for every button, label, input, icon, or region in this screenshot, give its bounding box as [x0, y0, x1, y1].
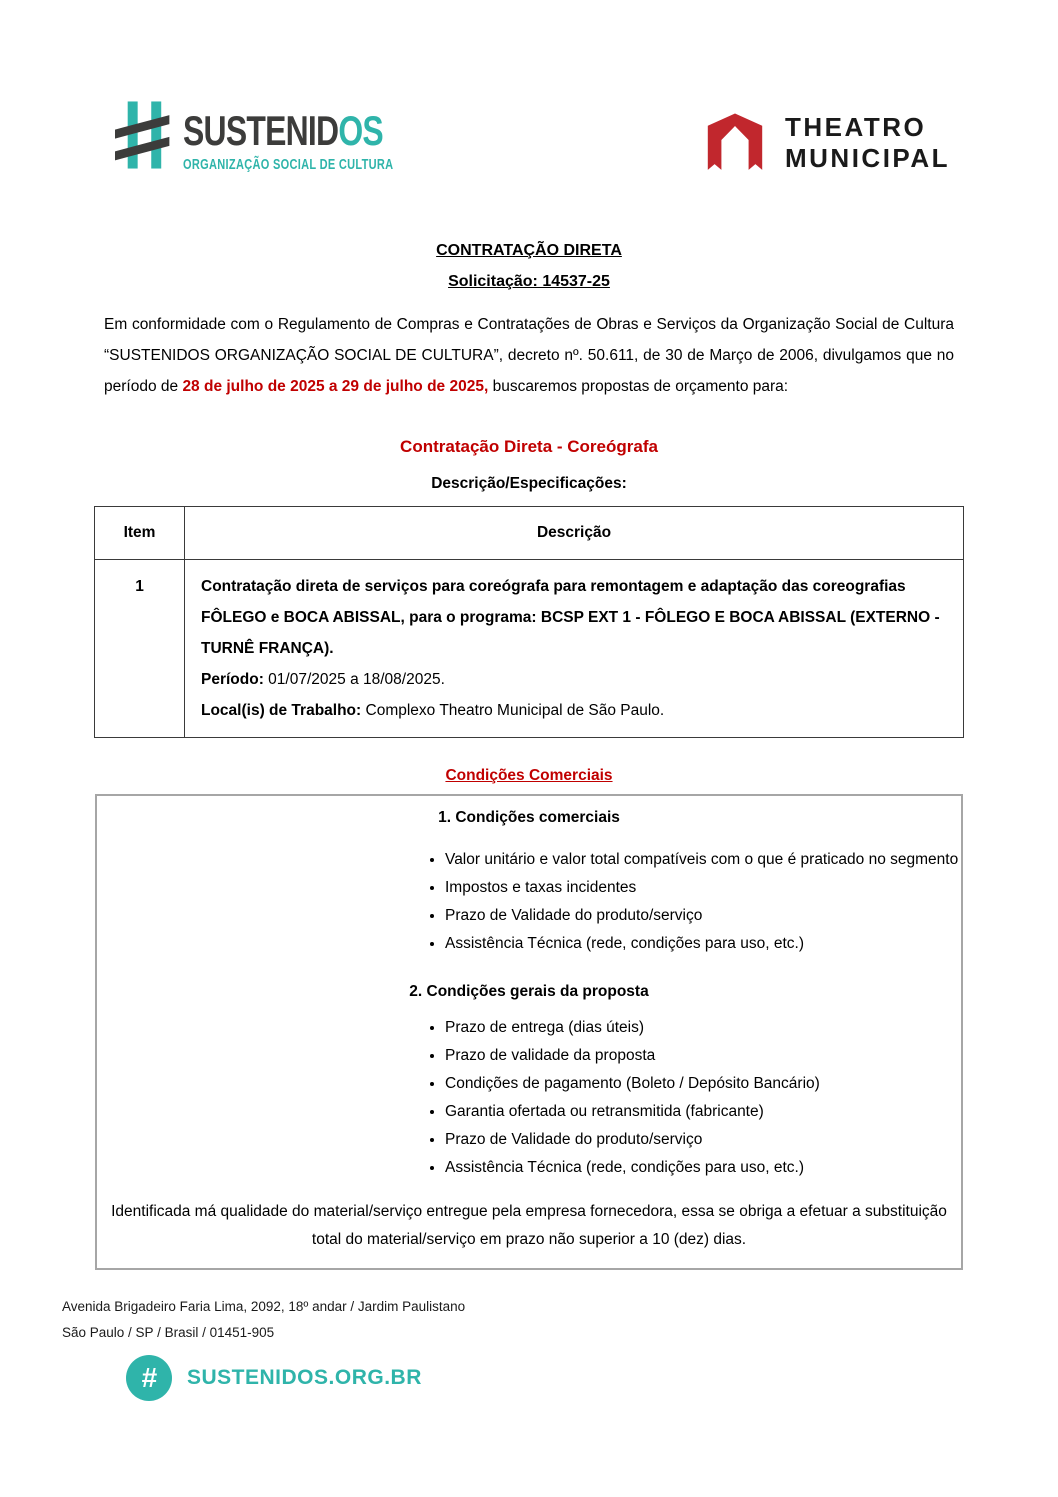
commercial-conditions-heading: Condições Comerciais — [445, 767, 613, 784]
footer-website: SUSTENIDOS.ORG.BR — [187, 1366, 422, 1389]
spec-table-header-item: Item — [95, 507, 185, 560]
table-row — [95, 560, 964, 738]
spec-table-header-row — [95, 507, 964, 560]
list-item: • Prazo de Validade do produto/serviço — [445, 902, 959, 930]
sustenidos-wordmark — [183, 107, 394, 173]
spec-period-label: Período: — [201, 671, 264, 688]
spec-item-number: 1 — [95, 560, 185, 738]
title-line1: CONTRATAÇÃO DIRETA — [436, 242, 622, 259]
spec-table-header-descricao: Descrição — [185, 507, 964, 560]
list-item: • Valor unitário e valor total compatíveis com o que é praticado no segmento — [445, 846, 959, 874]
theatro-line2: MUNICIPAL — [784, 142, 950, 173]
spec-heading: Descrição/Especificações: — [431, 475, 627, 492]
commercial-section2-title: 2. Condições gerais da proposta — [409, 983, 649, 1000]
spec-table — [94, 506, 964, 738]
spec-location-label: Local(is) de Trabalho: — [201, 702, 362, 719]
document-title — [0, 235, 1058, 297]
footer-address — [62, 1294, 1058, 1346]
quality-note: Identificada má qualidade do material/serviço entregue pela empresa fornecedora, essa se obriga a efetuar a substituição total do material/serviço em prazo não superior a 10 (dez) dias. — [111, 1203, 947, 1248]
list-item: • Condições de pagamento (Boleto / Depósito Bancário) — [445, 1070, 959, 1098]
spec-location-value: Complexo Theatro Municipal de São Paulo. — [361, 702, 665, 719]
commercial-section1-title: 1. Condições comerciais — [438, 809, 620, 826]
sustenidos-brand-name: SUSTENIDOS — [183, 107, 383, 154]
list-item: • Prazo de entrega (dias úteis) — [445, 1014, 959, 1042]
list-item: • Garantia ofertada ou retransmitida (fabricante) — [445, 1098, 959, 1126]
object-title: Contratação Direta - Coreógrafa — [400, 437, 658, 456]
spec-item-description — [185, 560, 964, 738]
theatro-municipal-logo — [701, 106, 950, 179]
commercial-conditions-box — [95, 794, 963, 1270]
intro-paragraph — [104, 309, 954, 402]
sustenidos-logo — [115, 98, 460, 177]
footer-brand — [126, 1355, 1058, 1401]
spec-description-text: Contratação direta de serviços para coreógrafa para remontagem e adaptação das coreografias FÔLEGO e BOCA ABISSAL, para o programa: BCSP EXT 1 - FÔLEGO E BOCA ABISSAL (EXTERNO - TURNÊ FRANÇA). — [201, 578, 940, 657]
theatro-line1: THEATRO — [784, 111, 927, 142]
header — [0, 0, 1058, 179]
list-item: • Impostos e taxas incidentes — [445, 874, 959, 902]
commercial-section1-list — [419, 846, 959, 958]
list-item: • Prazo de Validade do produto/serviço — [445, 1126, 959, 1154]
intro-text-after: buscaremos propostas de orçamento para: — [488, 378, 789, 395]
list-item: • Prazo de validade da proposta — [445, 1042, 959, 1070]
intro-text-before: Em conformidade com o Regulamento de Compras e Contratações de Obras e Serviços da Organização Social de Cultura “SUSTENIDOS ORGANIZAÇÃO SOCIAL DE CULTURA”, decreto nº. 50.611, de 30 de Março de 2006, divulgamos que no período de — [104, 316, 954, 395]
footer-address-line2: São Paulo / SP / Brasil / 01451-905 — [62, 1325, 275, 1340]
list-item: • Assistência Técnica (rede, condições para uso, etc.) — [445, 930, 959, 958]
intro-date-range: 28 de julho de 2025 a 29 de julho de 2025, — [182, 378, 489, 395]
spec-period-value: 01/07/2025 a 18/08/2025. — [263, 671, 445, 688]
sustenidos-tagline: ORGANIZAÇÃO SOCIAL DE CULTURA — [183, 157, 394, 173]
sustenidos-hash-icon — [115, 98, 173, 177]
list-item: • Assistência Técnica (rede, condições para uso, etc.) — [445, 1154, 959, 1182]
theatro-wordmark — [785, 112, 950, 173]
sustenidos-circle-hash-icon: # — [126, 1355, 172, 1401]
footer-address-line1: Avenida Brigadeiro Faria Lima, 2092, 18º andar / Jardim Paulistano — [62, 1299, 466, 1314]
commercial-section2-list — [419, 1014, 959, 1182]
theatro-arch-icon — [701, 106, 769, 179]
title-line2: Solicitação: 14537-25 — [448, 273, 610, 290]
